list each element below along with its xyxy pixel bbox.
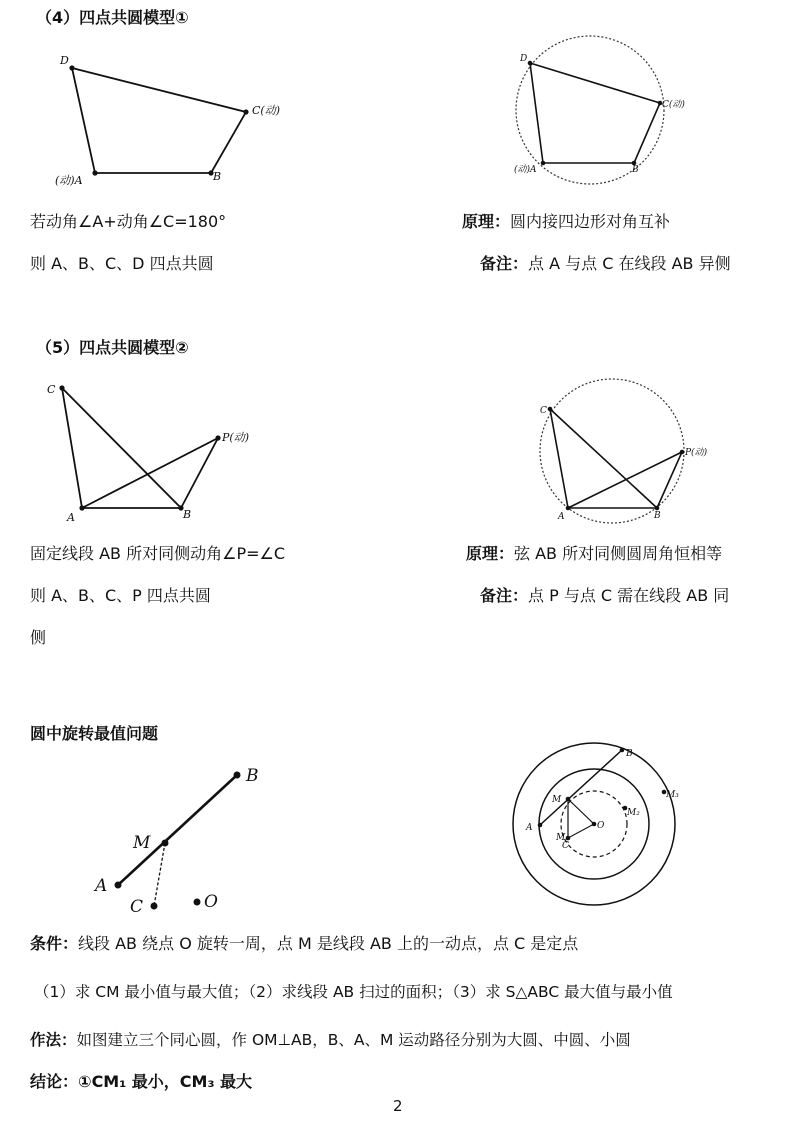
label-P: P(动) — [222, 431, 249, 444]
label-O: O — [204, 892, 218, 912]
conclusion-label: 结论： — [30, 1072, 79, 1091]
condition-text: 线段 AB 绕点 O 旋转一周，点 M 是线段 AB 上的一动点，点 C 是定点 — [78, 934, 579, 953]
label-B: B — [246, 766, 259, 786]
principle-text: 圆内接四边形对角互补 — [510, 212, 671, 231]
condition-label: 条件： — [30, 934, 79, 953]
same-side-angle-figure-right — [520, 375, 720, 525]
rotation-method — [30, 1030, 631, 1050]
label-B: B — [183, 508, 192, 521]
note-text: 点 P 与点 C 需在线段 AB 同 — [528, 586, 730, 605]
section-4-heading: （4）四点共圆模型① — [36, 8, 189, 27]
label-A: A — [558, 512, 565, 522]
rotation-conclusion — [30, 1072, 252, 1092]
section-4-condition-2: 则 A、B、C、D 四点共圆 — [30, 254, 214, 273]
label-M: M — [133, 833, 151, 853]
page-number: 2 — [393, 1097, 403, 1115]
label-C: C — [130, 897, 144, 917]
label-B: B — [632, 165, 639, 175]
label-A: A — [526, 823, 533, 833]
method-text: 如图建立三个同心圆，作 OM⊥AB，B、A、M 运动路径分别为大圆、中圆、小圆 — [76, 1031, 631, 1049]
label-D: D — [520, 54, 528, 64]
rotation-questions: （1）求 CM 最小值与最大值；（2）求线段 AB 扫过的面积；（3）求 S△ABC 最大值与最小值 — [34, 983, 673, 1001]
label-A: (动)A — [514, 165, 537, 175]
rotation-section-heading: 圆中旋转最值问题 — [30, 724, 159, 743]
cyclic-quadrilateral-figure-right — [500, 40, 700, 190]
principle-text: 弦 AB 所对同侧圆周角恒相等 — [514, 544, 723, 563]
section-4-note — [480, 254, 731, 274]
concentric-circles-figure — [500, 735, 700, 905]
note-label: 备注： — [480, 254, 529, 273]
label-C: C — [47, 383, 56, 396]
section-5-heading: （5）四点共圆模型② — [36, 338, 189, 357]
label-A: A — [95, 876, 108, 896]
label-M2: M₂ — [627, 808, 640, 818]
section-5-principle — [466, 544, 722, 564]
note-label: 备注： — [480, 586, 529, 605]
section-4-condition-1: 若动角∠A+动角∠C=180° — [30, 212, 227, 231]
label-C: C(动) — [662, 100, 685, 110]
label-P: P(动) — [685, 448, 708, 458]
rotation-condition — [30, 934, 578, 954]
quadrilateral-figure-left — [0, 40, 320, 200]
principle-label: 原理： — [462, 212, 511, 231]
label-C: C — [562, 841, 569, 851]
same-side-angle-figure-left — [0, 370, 300, 530]
label-C: C(动) — [252, 104, 280, 117]
section-5-note — [480, 586, 729, 606]
section-5-condition-1: 固定线段 AB 所对同侧动角∠P=∠C — [30, 544, 286, 563]
label-A: A — [67, 511, 75, 524]
label-C: C — [540, 406, 547, 416]
label-M1: M₁ — [556, 833, 569, 843]
principle-label: 原理： — [466, 544, 515, 563]
rotating-segment-figure — [0, 750, 320, 930]
section-4-principle — [462, 212, 670, 232]
label-A: (动)A — [55, 174, 83, 187]
note-text: 点 A 与点 C 在线段 AB 异侧 — [528, 254, 731, 273]
conclusion-text: ①CM₁ 最小，CM₃ 最大 — [78, 1072, 253, 1091]
section-5-condition-3: 侧 — [30, 628, 47, 647]
label-B: B — [626, 749, 633, 759]
label-M: M — [552, 795, 562, 805]
label-O: O — [597, 821, 605, 831]
label-D: D — [60, 54, 69, 67]
label-B: B — [213, 170, 222, 183]
section-5-condition-2: 则 A、B、C、P 四点共圆 — [30, 586, 211, 605]
label-B: B — [654, 511, 661, 521]
method-label: 作法： — [30, 1031, 77, 1049]
label-M3: M₃ — [666, 790, 679, 800]
